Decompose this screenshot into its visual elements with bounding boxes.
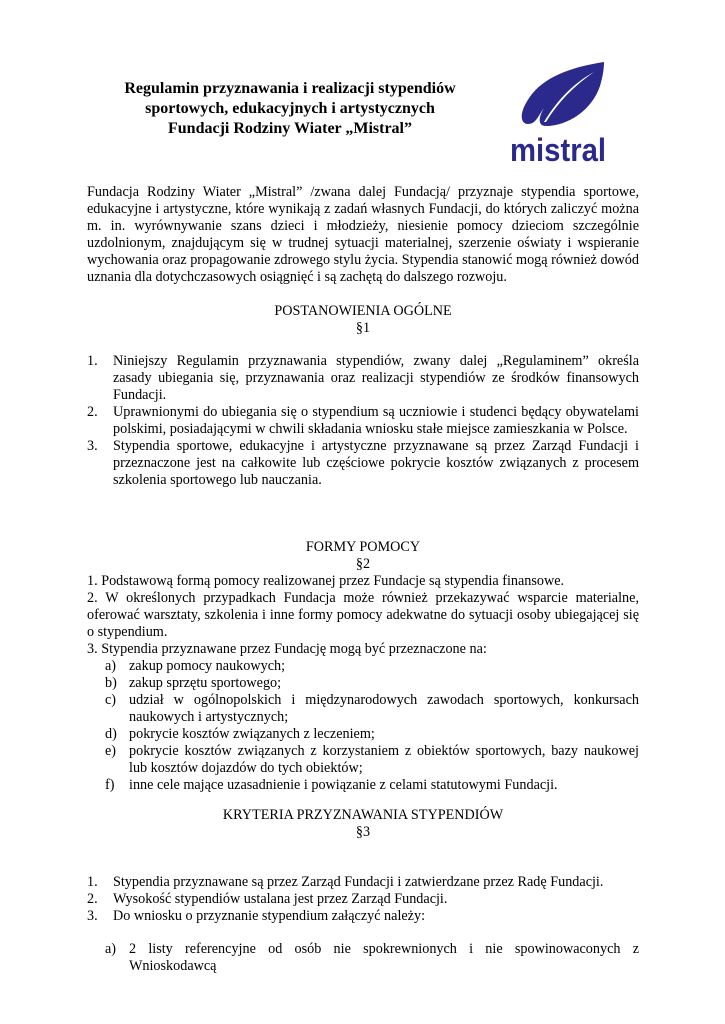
list-item: b) zakup sprzętu sportowego; bbox=[105, 675, 282, 691]
list-item: 1. Niniejszy Regulamin przyznawania stypendiów, zwany dalej „Regulaminem” określa zasady ubiegania się, przyznawania oraz realizacji stypendiów ze środków finansowych Fundacji. bbox=[87, 353, 639, 403]
section-2-paragraph-1: 1. Podstawową formą pomocy realizowanej przez Fundacje są stypendia finansowe. bbox=[87, 573, 565, 589]
list-item: c) udział w ogólnopolskich i międzynarodowych zawodach sportowych, konkursach naukowych i artystycznych; bbox=[105, 692, 639, 725]
title-line-1: Regulamin przyznawania i realizacji stypendiów bbox=[124, 80, 456, 97]
section-2-paragraph-2: 2. W określonych przypadkach Fundacja może również przekazywać wsparcie materialne, oferować warsztaty, szkolenia i inne formy pomocy adekwatne do sytuacji osoby ubiegającej się o stypendium. bbox=[87, 590, 639, 640]
list-item: a) 2 listy referencyjne od osób nie spokrewnionych i nie spowinowaconych z Wnioskodawcą bbox=[105, 941, 639, 974]
logo-text: mistral bbox=[510, 132, 606, 168]
section-2-list bbox=[87, 658, 639, 794]
intro-paragraph: Fundacja Rodziny Wiater „Mistral” /zwana dalej Fundacją/ przyznaje stypendia sportowe, edukacyjne i artystyczne, które wynikają z zadań własnych Fundacji, do których zaliczyć można m. in. wyrównywanie szans dzieci i młodzieży, niesienie pomocy dzieciom szczególnie uzdolnionym, znajdującym się w trudnej sytuacji materialnej, szerzenie oświaty i wspieranie wychowania oraz propagowanie zdrowego stylu życia. Stypendia stanowić mogą również dowód uznania dla dotychczasowych osiągnięć i są zachętą do dalszego rozwoju. bbox=[87, 184, 639, 285]
list-item: 2. Uprawnionymi do ubiegania się o stypendium są uczniowie i studenci będący obywatelami polskimi, posiadającymi w chwili składania wniosku stałe miejsce zamieszkania w Polsce. bbox=[87, 404, 639, 437]
section-3-heading: KRYTERIA PRZYZNAWANIA STYPENDIÓW bbox=[222, 807, 504, 823]
document-title bbox=[90, 79, 490, 139]
list-item: a) zakup pomocy naukowych; bbox=[105, 658, 286, 674]
list-item: 2. Wysokość stypendiów ustalana jest przez Zarząd Fundacji. bbox=[87, 891, 448, 907]
section-1-list bbox=[87, 353, 639, 489]
section-3-list bbox=[87, 874, 639, 925]
section-2-heading: FORMY POMOCY bbox=[305, 539, 421, 555]
list-item: 1. Stypendia przyznawane są przez Zarząd Fundacji i zatwierdzane przez Radę Fundacji. bbox=[87, 874, 604, 890]
section-1-heading: POSTANOWIENIA OGÓLNE bbox=[274, 303, 452, 319]
list-item: 3. Stypendia sportowe, edukacyjne i artystyczne przyznawane są przez Zarząd Fundacji i przeznaczone jest na całkowite lub częściowe pokrycie kosztów związanych z procesem szkolenia sportowego lub nauczania. bbox=[87, 438, 639, 488]
list-item: e) pokrycie kosztów związanych z korzystaniem z obiektów sportowych, bazy naukowej lub kosztów dojazdów do tych obiektów; bbox=[105, 743, 639, 776]
list-item: d) pokrycie kosztów związanych z leczeniem; bbox=[105, 726, 375, 742]
title-line-3: Fundacji Rodziny Wiater „Mistral” bbox=[168, 120, 412, 137]
section-2-paragraph-3: 3. Stypendia przyznawane przez Fundację mogą być przeznaczone na: bbox=[87, 641, 487, 657]
section-2-number: §2 bbox=[355, 556, 371, 572]
title-line-2: sportowych, edukacyjnych i artystycznych bbox=[145, 100, 435, 117]
list-item: f) inne cele mające uzasadnienie i powiązanie z celami statutowymi Fundacji. bbox=[105, 777, 558, 793]
section-3-number: §3 bbox=[355, 824, 371, 840]
list-item: 3. Do wniosku o przyznanie stypendium załączyć należy: bbox=[87, 908, 426, 924]
mistral-logo bbox=[508, 60, 612, 168]
leaf-shape bbox=[522, 62, 604, 126]
section-3-sublist bbox=[87, 941, 639, 975]
section-1-number: §1 bbox=[355, 320, 371, 336]
